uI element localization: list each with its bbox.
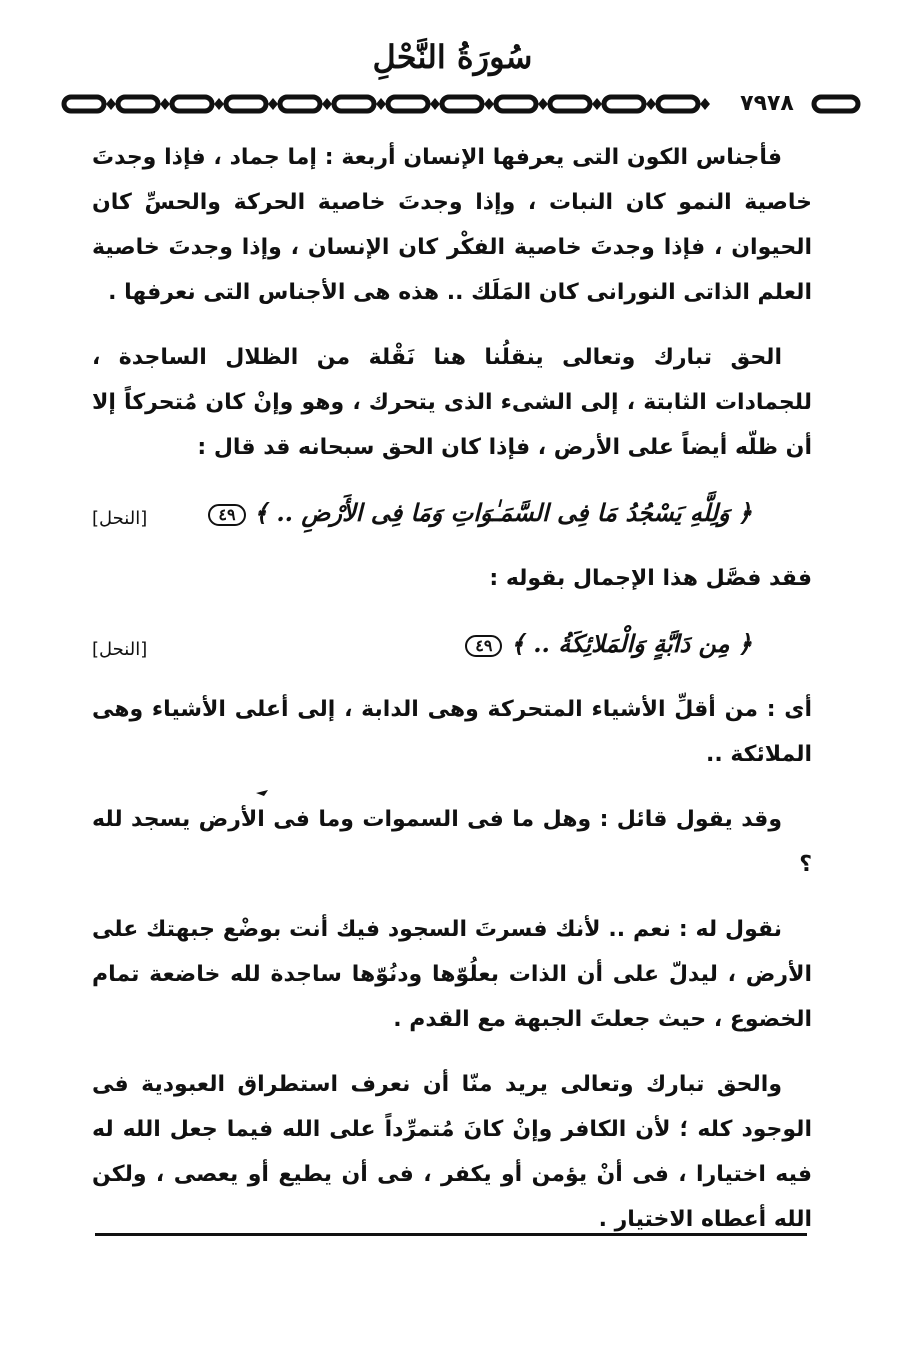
quran-verse-1 [208, 490, 752, 535]
quran-verse-2 [465, 621, 752, 666]
paragraph-4: أى : من أقلِّ الأشياء المتحركة وهى الدابة ، إلى أعلى الأشياء وهى الملائكة .. [92, 697, 812, 767]
paragraph-1: فأجناس الكون التى يعرفها الإنسان أربعة : إما جماد ، فإذا وجدتَ خاصية النمو كان النبات ، وإذا وجدتَ خاصية الحركة والحسِّ كان الحيوان ، فإذا وجدتَ خاصية الفكْر كان الإنسان ، وإذا وجدتَ خاصية العلم الذاتى النورانى كان المَلَك .. هذه هى الأجناس التى نعرفها . [92, 145, 812, 305]
verse-2-text: ﴿ مِن دَابَّةٍ وَالْمَلائِكَةُ .. ﴾ [510, 629, 752, 658]
verse-1-text: ﴿ وَلِلَّهِ يَسْجُدُ مَا فِى السَّمَـٰوَاتِ وَمَا فِى الأَرْضِ .. ﴾ [253, 498, 752, 527]
ink-mark-icon [256, 790, 268, 796]
chain-ornament-icon [60, 90, 720, 118]
verse-block-1 [92, 490, 812, 536]
footer-rule [95, 1233, 807, 1236]
paragraph-7: والحق تبارك وتعالى يريد منّا أن نعرف استطراق العبودية فى الوجود كله ؛ لأن الكافر وإنْ كانَ مُتمرِّداً على الله فيما جعل الله له فيه اختيارا ، فى أنْ يؤمن أو يكفر ، فى أن يطيع أو يعصى ، ولكن الله أعطاه الاختيار . [92, 1072, 812, 1232]
paragraph-6: نقول له : نعم .. لأنك فسرتَ السجود فيك أنت بوضْع جبهتك على الأرض ، ليدلّ على أن الذات بعلُوّها ودنُوّها ساجدة لله خاضعة تمام الخضوع ، حيث جعلتَ الجبهة مع القدم . [92, 917, 812, 1032]
header-ornament-row [60, 90, 820, 118]
surah-title: سُورَةُ النَّحْلِ [372, 38, 533, 76]
paragraph-3: فقد فصَّل هذا الإجمال بقوله : [489, 566, 812, 591]
paragraph-2: الحق تبارك وتعالى ينقلُنا هنا نَقْلة من الظلال الساجدة ، للجمادات الثابتة ، إلى الشىء الذى يتحرك ، وهو وإنْ كان مُتحركاً إلا أن ظلّه أيضاً على الأرض ، فإذا كان الحق سبحانه قد قال : [92, 345, 812, 460]
page-body [92, 135, 812, 1262]
verse-1-reference: [النحل] [92, 508, 148, 529]
verse-block-2 [92, 621, 812, 667]
verse-1-number: ٤٩ [208, 504, 245, 526]
verse-2-number: ٤٩ [465, 635, 502, 657]
page-number: ٧٩٧٨ [740, 91, 794, 116]
verse-2-reference: [النحل] [92, 639, 148, 660]
chain-end-ornament-icon [810, 93, 870, 115]
paragraph-5: وقد يقول قائل : وهل ما فى السموات وما فى الأرض يسجد لله ؟ [92, 807, 812, 877]
